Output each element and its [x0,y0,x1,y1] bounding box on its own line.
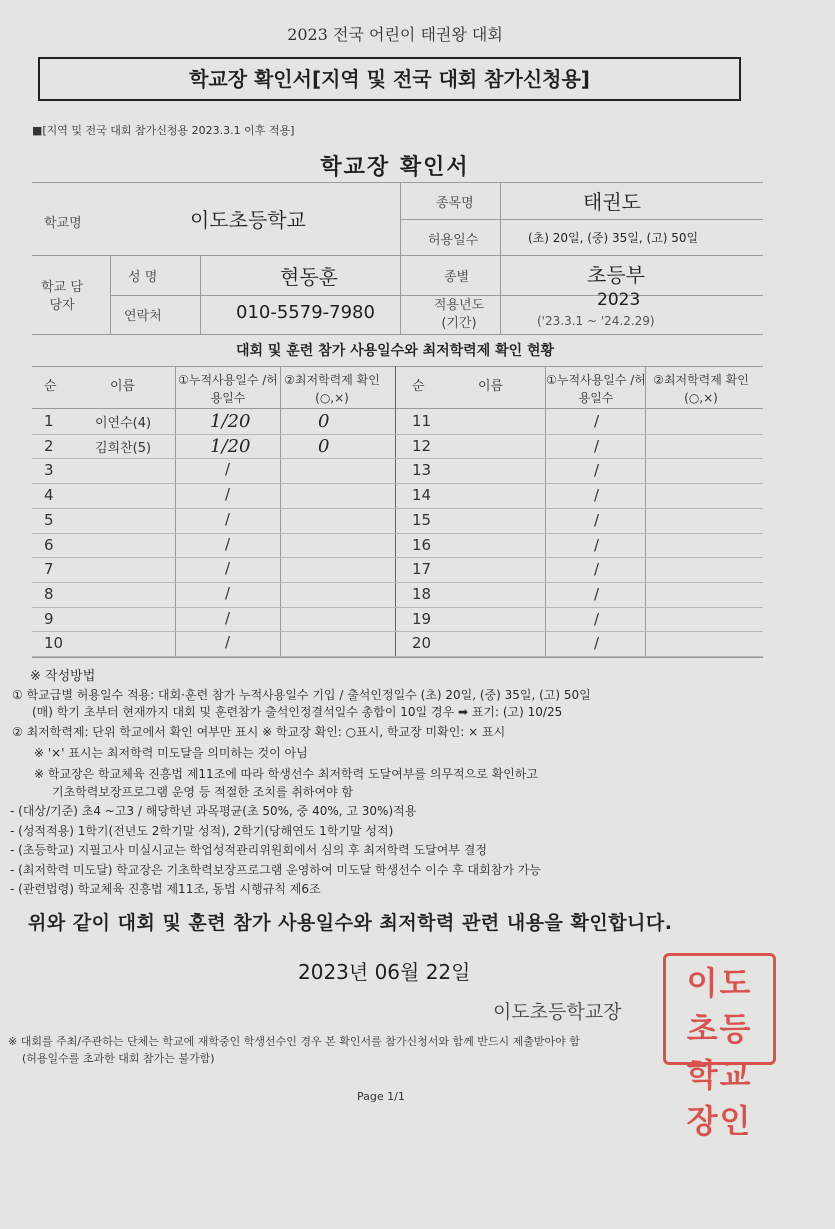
days-used: / [594,584,600,603]
row-number: 16 [412,535,432,554]
col-no-header: 순 [44,379,57,394]
days-used: 1/20 [210,411,251,432]
row-divider [32,508,763,509]
detail-2: - (성적적용) 1학기(전년도 2학기말 성적), 2학기(당해연도 1학기말 성적) [10,824,394,838]
grid-line [32,255,763,256]
col-name-header: 이름 [110,379,136,394]
row-number: 20 [412,634,432,653]
grid-line [32,334,763,335]
days-used: / [225,633,231,652]
school-value: 이도초등학교 [190,208,306,232]
detail-5: - (관련법령) 학교체육 진흥법 제11조, 동법 시행규칙 제6조 [10,882,321,896]
school-label: 학교명 [44,216,82,231]
period-value: ('23.3.1 ~ '24.2.29) [537,314,655,328]
row-divider [32,607,763,608]
days-used: / [594,535,600,554]
days-used: / [594,436,600,455]
name-value: 현동훈 [280,265,338,289]
grid-line [500,182,501,334]
type-label: 종별 [444,270,470,285]
row-number: 7 [44,560,54,579]
days-used: / [594,486,600,505]
note-4b: 기초학력보장프로그램 운영 등 적절한 조치를 취하여야 함 [52,785,354,799]
row-number: 4 [44,486,54,505]
allow-label: 허용일수 [428,233,479,248]
event-value: 태권도 [583,190,641,214]
row-number: 17 [412,560,432,579]
row-number: 5 [44,510,54,529]
note-4a: ※ 학교장은 학교체육 진흥법 제11조에 따라 학생선수 최저학력 도달여부를 의무적으로 확인하고 [34,767,538,781]
row-number: 18 [412,584,432,603]
col-name-header-right: 이름 [478,379,504,394]
participant-name: 김희찬(5) [95,440,152,456]
row-number: 15 [412,510,432,529]
row-number: 19 [412,609,432,628]
grid-line [400,219,763,220]
row-number: 13 [412,461,432,480]
event-label: 종목명 [436,196,474,211]
col-days-header: ①누적사용일수 /허용일수 [178,373,278,405]
grid-line [110,295,763,296]
footer-note-2: (허용일수를 초과한 대회 참가는 불가함) [22,1052,215,1065]
name-label: 성 명 [128,270,158,285]
row-number: 6 [44,535,54,554]
detail-3: - (초등학교) 지필고사 미실시교는 학업성적관리위원회에서 심의 후 최저학력 도달여부 결정 [10,843,487,857]
col-no-header-right: 순 [412,379,425,394]
days-used: / [225,485,231,504]
grid-line [400,182,401,334]
row-divider [32,483,763,484]
grid-line [545,366,546,657]
grid-line [645,366,646,657]
year-label: 적용년도 (기간) [433,298,485,331]
grid-line [395,366,396,657]
row-number: 3 [44,461,54,480]
days-used: / [225,583,231,602]
grid-line [200,255,201,334]
col-min-header: ②최저학력제 확인(○,×) [284,373,380,405]
contact-value: 010-5579-7980 [236,302,375,323]
page-number: Page 1/1 [357,1090,405,1103]
col-days-header-right: ①누적사용일수 /허용일수 [546,373,646,405]
row-divider [32,434,763,435]
days-used: / [225,559,231,578]
table-section-title: 대회 및 훈련 참가 사용일수와 최저학력제 확인 현황 [235,343,555,359]
note-2: ② 최저학력제: 단위 학교에서 확인 여부만 표시 ※ 학교장 확인: ○표시, 학교장 미확인: × 표시 [12,725,506,739]
row-number: 11 [412,412,432,430]
days-used: / [594,412,600,430]
row-number: 10 [44,634,64,653]
days-used: / [225,608,231,627]
seal-text: 이도초등학교장인 [686,964,753,1140]
row-number: 9 [44,609,54,628]
grid-line [280,366,281,657]
row-divider [32,656,763,657]
days-used: 1/20 [210,435,251,457]
days-used: / [225,460,231,479]
event-title: 2023 전국 어린이 태권왕 대회 [287,25,503,44]
grid-line [32,366,763,367]
applicability-note: ■[지역 및 전국 대회 참가신청용 2023.3.1 이후 적용] [32,124,295,137]
footer-note [8,1033,580,1067]
row-divider [32,582,763,583]
days-used: / [225,534,231,553]
year-value: 2023 [597,290,641,310]
row-number: 12 [412,436,432,455]
row-number: 2 [44,436,54,455]
row-divider [32,631,763,632]
principal-name: 이도초등학교장 [493,1001,622,1023]
grid-line [110,255,111,334]
allow-value: (초) 20일, (중) 35일, (고) 50일 [528,231,699,245]
days-used: / [594,609,600,628]
grid-line [32,182,763,183]
notes-heading: ※ 작성방법 [30,669,96,684]
row-number: 14 [412,486,432,505]
days-used: / [225,509,231,528]
detail-4: - (최저학력 미도달) 학교장은 기초학력보장프로그램 운영하여 미도달 학생선수 이수 후 대회참가 가능 [10,863,541,877]
note-1b: (매) 학기 초부터 현재까지 대회 및 훈련참가 출석인정결석일수 총합이 10일 경우 ➡ 표기: (고) 10/25 [32,705,563,719]
contact-label: 연락처 [124,309,162,324]
document-title: 학교장 확인서 [320,155,470,180]
row-divider [32,458,763,459]
grid-line [175,366,176,657]
days-used: / [594,560,600,579]
row-divider [32,533,763,534]
grid-line [32,657,763,658]
row-number: 1 [44,412,54,430]
grid-line [32,408,763,409]
row-number: 8 [44,584,54,603]
confirmation-statement: 위와 같이 대회 및 훈련 참가 사용일수와 최저학력 관련 내용을 확인합니다. [28,912,673,934]
footer-note-1: ※ 대회를 주최/주관하는 단체는 학교에 재학중인 학생선수인 경우 본 확인서를 참가신청서와 함께 반드시 제출받아야 함 [8,1035,580,1048]
row-divider [32,557,763,558]
note-3: ※ '×' 표시는 최저학력 미도달을 의미하는 것이 아님 [34,746,308,760]
min-academic-check: 0 [318,411,330,432]
days-used: / [594,634,600,653]
col-min-header-right: ②최저학력제 확인(○,×) [653,373,749,405]
min-academic-check: 0 [318,435,330,457]
manager-label: 학교 담당자 [41,280,83,313]
detail-1: - (대상/기준) 초4 ~고3 / 해당학년 과목평균(초 50%, 중 40%, 고 30%)적용 [10,804,417,818]
form-banner: 학교장 확인서[지역 및 전국 대회 참가신청용] [38,57,741,101]
participant-name: 이연수(4) [95,416,152,431]
issue-date: 2023년 06월 22일 [298,960,471,984]
type-value: 초등부 [587,263,645,287]
days-used: / [594,461,600,480]
official-seal [663,953,776,1140]
note-1a: ① 학교급별 허용일수 적용: 대회·훈련 참가 누적사용일수 기입 / 출석인정일수 (초) 20일, (중) 35일, (고) 50일 [12,688,591,702]
days-used: / [594,510,600,529]
